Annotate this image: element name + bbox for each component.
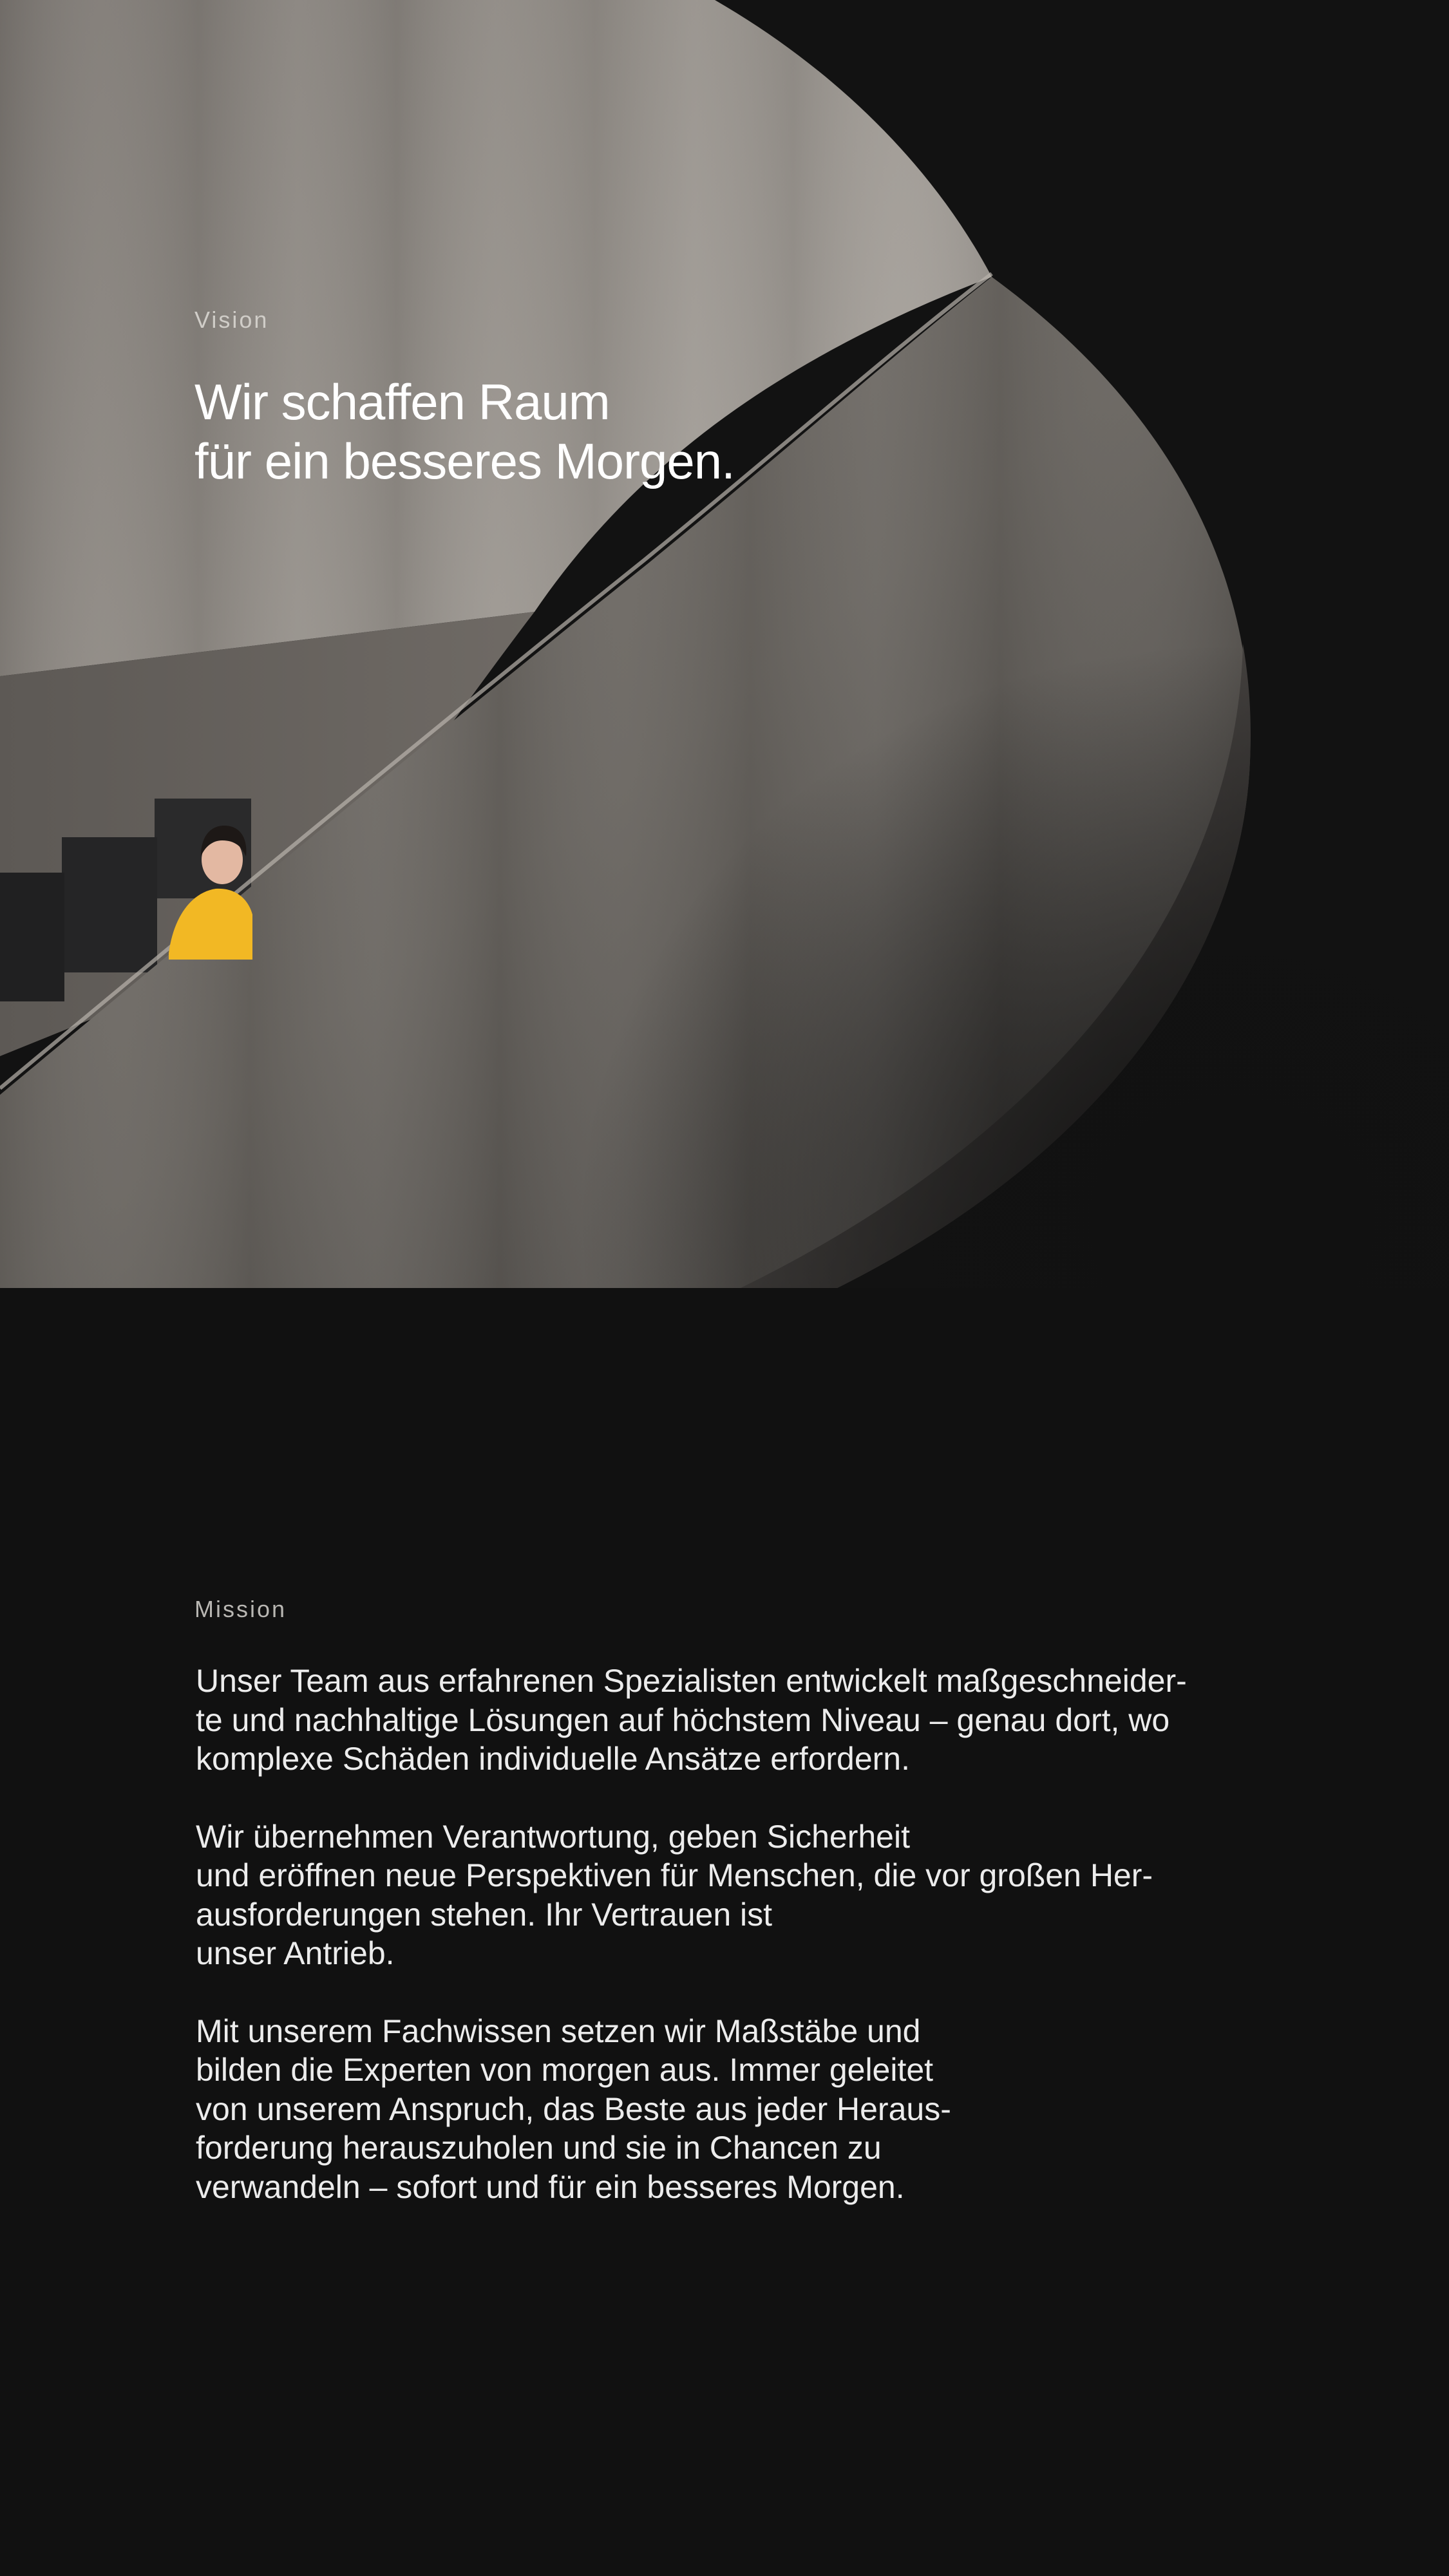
vision-headline-line: Wir schaffen Raum — [194, 374, 610, 430]
mission-body — [196, 1662, 1303, 2245]
text-line: te und nachhaltige Lösungen auf höchstem Niveau – genau dort, wo — [196, 1701, 1170, 1738]
text-line: komplexe Schäden individuelle Ansätze erfordern. — [196, 1741, 911, 1777]
text-line: und eröffnen neue Perspektiven für Menschen, die vor großen Her- — [196, 1857, 1153, 1893]
text-line: unser Antrieb. — [196, 1935, 395, 1971]
mission-paragraph — [196, 1662, 1303, 1779]
mission-paragraph — [196, 1817, 1303, 1973]
text-line: Unser Team aus erfahrenen Spezialisten entwickelt maßgeschneider- — [196, 1663, 1187, 1699]
text-line: bilden die Experten von morgen aus. Immer geleitet — [196, 2052, 934, 2088]
text-line: von unserem Anspruch, das Beste aus jeder Heraus- — [196, 2090, 951, 2127]
mission-section — [0, 1288, 1449, 2576]
text-line: Mit unserem Fachwissen setzen wir Maßstäbe und — [196, 2012, 921, 2049]
mission-paragraph — [196, 2012, 1303, 2207]
vision-headline — [194, 372, 735, 491]
text-line: ausforderungen stehen. Ihr Vertrauen ist — [196, 1896, 773, 1933]
vision-eyebrow: Vision — [194, 307, 269, 333]
text-line: Wir übernehmen Verantwortung, geben Sicherheit — [196, 1818, 910, 1855]
mission-eyebrow: Mission — [194, 1596, 287, 1622]
text-line: forderung herauszuholen und sie in Chancen zu — [196, 2130, 882, 2166]
vision-headline-line: für ein besseres Morgen. — [194, 433, 735, 489]
text-line: verwandeln – sofort und für ein besseres Morgen. — [196, 2168, 905, 2205]
